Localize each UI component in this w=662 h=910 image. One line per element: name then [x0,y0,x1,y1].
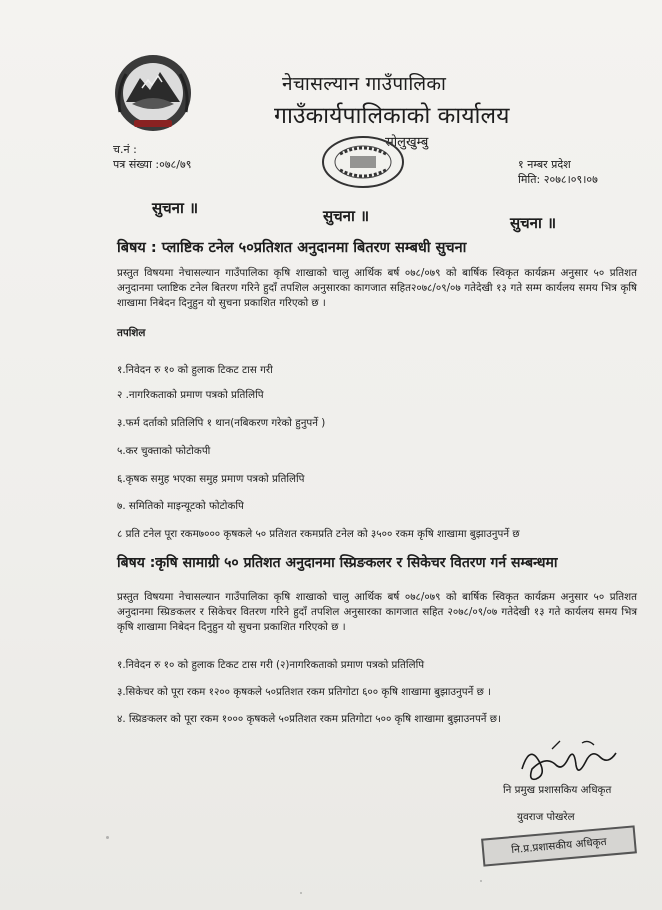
official-stamp-text: नि.प्र.प्रशासकीय अधिकृत [481,825,637,866]
office-seal-icon [318,134,408,190]
signatory-designation: नि प्रमुख प्रशासकिय अधिकृत [503,784,612,796]
office-address: सोलुखुम्बु [385,135,429,150]
letter-number: पत्र संख्या :०७८/७९ [113,158,192,171]
letter-date: मिति: २०७८।०९।०७ [518,173,598,186]
scan-speckle [480,880,482,882]
notice2-body: प्रस्तुत विषयमा नेचासल्यान गाउँपालिका कृषि शाखाको चालु आर्थिक बर्ष ०७८/०७९ को बार्षिक स्विकृत कार्यक्रम अनुसार ५० प्रतिशत अनुदानमा स्प्रिङकलर र सिकेचर वितरण गरिने हुदाँ तपशिल अनुसारका कागजात सहित २०७८/०९/०७ गतेदेखी १३ गते कार्यलय समय भित्र कृषि शाखामा निबेदन दिनुहुन यो सुचना प्रकाशित गरिएको छ । [117,591,637,633]
notice-heading-2: सुचना ॥ [323,207,370,225]
notice1-item: १.निवेदन रु १० को हुलाक टिकट टास गरी [117,364,273,376]
notice1-subject: बिषय : प्लाष्टिक टनेल ५०प्रतिशत अनुदानमा बितरण सम्बधी सुचना [117,240,467,256]
notice2-item: ३.सिकेचर को पूरा रकम १२०० कृषकले ५०प्रतिशत रकम प्रतिगोटा ६०० कृषि शाखामा बुझाउनुपर्ने छ । [117,686,491,698]
notice-heading-1: सुचना ॥ [152,199,199,217]
handwritten-signature-icon [516,735,622,787]
org-name: नेचासल्यान गाउँपालिका [282,73,447,95]
notice1-body: प्रस्तुत विषयमा नेचासल्यान गाउँपालिका कृषि शाखाको चालु आर्थिक बर्ष ०७८/०७९ को बार्षिक स्विकृत कार्यक्रम अनुसार ५० प्रतिशत अनुदानमा प्लाष्टिक टनेल बितरण गरिने हुदाँ तपशिल अनुसारका कागजात सहित२०७८/०९/०७ गतेदेखी १३ गते सम्म कार्यलय समय भित्र कृषि शाखामा निबेदन दिनुहुन यो सुचना प्रकाशित गरिएको छ । [117,267,637,309]
scan-speckle [300,892,302,894]
notice1-item: ६.कृषक समुह भएका समुह प्रमाण पत्रको प्रतिलिपि [117,473,305,485]
scan-speckle [106,836,109,839]
official-stamp [462,818,652,872]
notice2-subject: बिषय :कृषि सामाग्री ५० प्रतिशत अनुदानमा स्प्रिङकलर र सिकेचर वितरण गर्न सम्बन्धमा [117,555,558,571]
notice-heading-3: सुचना ॥ [510,214,557,232]
government-emblem-icon [112,52,194,134]
office-name: गाउँकार्यपालिकाको कार्यालय [274,103,510,129]
notice2-item: १.निवेदन रु १० को हुलाक टिकट टास गरी (२)नागरिकताको प्रमाण पत्रको प्रतिलिपि [117,659,425,671]
notice1-item: ३.फर्म दर्ताको प्रतिलिपि १ थान(नबिकरण गरेको हुनुपर्ने ) [117,417,326,429]
province-label: १ नम्बर प्रदेश [518,158,571,171]
signatory-name: युवराज पोखरेल [517,811,575,823]
notice1-item: ५.कर चुक्ताको फोटोकपी [117,445,211,457]
reference-number-label: च.नं : [113,143,137,156]
notice1-list-heading: तपशिल [117,327,146,339]
notice1-item: २ .नागरिकताको प्रमाण पत्रको प्रतिलिपि [117,389,264,401]
notice1-item: ८ प्रति टनेल पूरा रकम७००० कृषकले ५० प्रतिशत रकमप्रति टनेल को ३५०० रकम कृषि शाखामा बुझाउनुपर्ने छ [117,528,520,540]
notice2-item: ४. स्प्रिङकलर को पूरा रकम १००० कृषकले ५०प्रतिशत रकम प्रतिगोटा ५०० कृषि शाखामा बुझाउनपर्ने छ। [117,713,501,725]
notice1-item: ७. समितिको माइन्यूटको फोटोकपि [117,500,244,512]
